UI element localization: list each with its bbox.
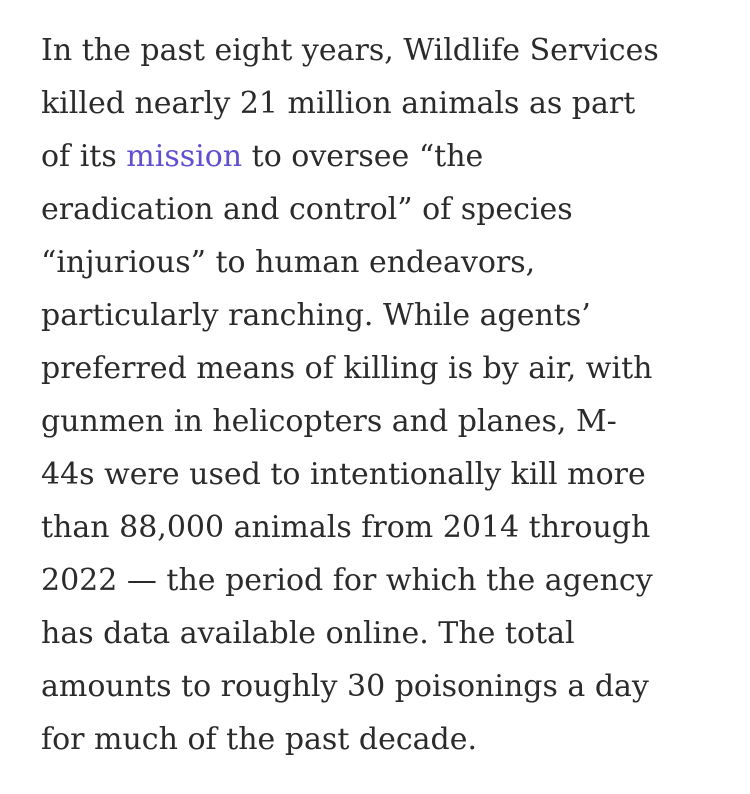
paragraph-line: killed nearly 21 million animals as part: [41, 86, 636, 121]
paragraph-text: to oversee “the: [242, 139, 484, 174]
article-paragraph: [41, 24, 721, 766]
paragraph-line: has data available online. The total: [41, 616, 575, 651]
paragraph-line: amounts to roughly 30 poisonings a day: [41, 669, 649, 704]
paragraph-line: “injurious” to human endeavors,: [41, 245, 536, 280]
paragraph-line: [41, 130, 721, 183]
mission-link[interactable]: mission: [126, 139, 243, 174]
paragraph-line: 2022 — the period for which the agency: [41, 563, 653, 598]
paragraph-line: 44s were used to intentionally kill more: [41, 457, 646, 492]
paragraph-line: than 88,000 animals from 2014 through: [41, 510, 651, 545]
paragraph-text: of its: [41, 139, 127, 174]
paragraph-line: In the past eight years, Wildlife Services: [41, 33, 659, 68]
paragraph-line: particularly ranching. While agents’: [41, 298, 591, 333]
paragraph-line: preferred means of killing is by air, with: [41, 351, 653, 386]
paragraph-line: for much of the past decade.: [41, 722, 478, 757]
paragraph-line: eradication and control” of species: [41, 192, 573, 227]
paragraph-line: gunmen in helicopters and planes, M-: [41, 404, 617, 439]
